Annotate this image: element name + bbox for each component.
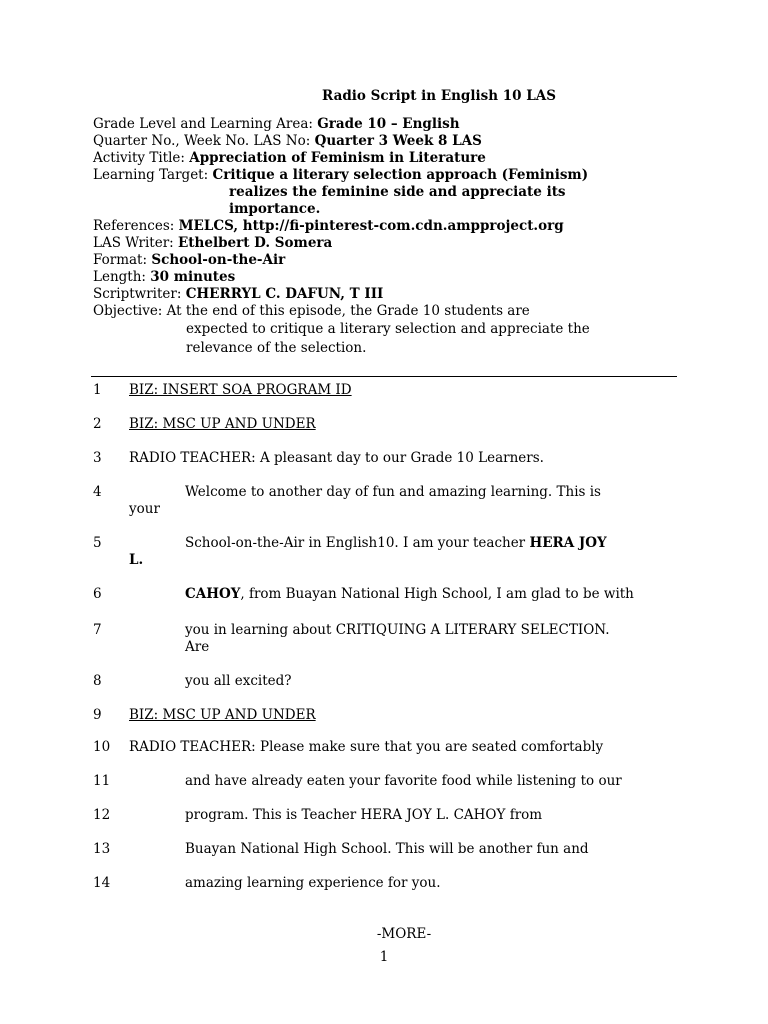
line-number: 11 <box>93 773 111 789</box>
line-number: 1 <box>93 382 102 398</box>
line-text: program. This is Teacher HERA JOY L. CAHOY from <box>185 807 543 823</box>
line-number: 5 <box>93 535 102 551</box>
line-number: 14 <box>93 875 111 891</box>
line-text: BIZ: MSC UP AND UNDER <box>129 707 316 723</box>
line-text-wrap: Are <box>185 639 210 655</box>
line-text: and have already eaten your favorite food while listening to our <box>185 773 622 789</box>
horizontal-divider <box>91 376 677 377</box>
line-text-wrap: your <box>129 501 160 517</box>
line-text-wrap: L. <box>129 552 144 568</box>
line-text: School-on-the-Air in English10. I am your teacher HERA JOY <box>185 535 607 551</box>
length-line: Length: 30 minutes <box>93 269 236 285</box>
learning-target-line: Learning Target: Critique a literary selection approach (Feminism) <box>93 167 589 183</box>
line-text: you all excited? <box>185 673 292 689</box>
line-number: 9 <box>93 707 102 723</box>
scriptwriter-line: Scriptwriter: CHERRYL C. DAFUN, T III <box>93 286 384 302</box>
line-text: you in learning about CRITIQUING A LITERARY SELECTION. <box>185 622 610 638</box>
grade-level-line: Grade Level and Learning Area: Grade 10 – English <box>93 116 460 132</box>
line-number: 13 <box>93 841 111 857</box>
quarter-line: Quarter No., Week No. LAS No: Quarter 3 Week 8 LAS <box>93 133 482 149</box>
line-number: 8 <box>93 673 102 689</box>
las-writer-line: LAS Writer: Ethelbert D. Somera <box>93 235 333 251</box>
learning-target-continued: realizes the feminine side and appreciate its <box>229 184 566 200</box>
line-text: BIZ: INSERT SOA PROGRAM ID <box>129 382 352 398</box>
line-number: 3 <box>93 450 102 466</box>
line-text: Buayan National High School. This will be another fun and <box>185 841 589 857</box>
line-text: amazing learning experience for you. <box>185 875 441 891</box>
line-number: 4 <box>93 484 102 500</box>
line-number: 6 <box>93 586 102 602</box>
line-text: CAHOY, from Buayan National High School, I am glad to be with <box>185 586 634 602</box>
objective-line: Objective: At the end of this episode, the Grade 10 students are <box>93 303 530 319</box>
references-line: References: MELCS, http://fi-pinterest-com.cdn.ampproject.org <box>93 218 564 234</box>
line-number: 12 <box>93 807 111 823</box>
line-text: RADIO TEACHER: Please make sure that you are seated comfortably <box>129 739 604 755</box>
line-text: BIZ: MSC UP AND UNDER <box>129 416 316 432</box>
line-number: 10 <box>93 739 111 755</box>
document-title: Radio Script in English 10 LAS <box>322 88 556 104</box>
line-text: RADIO TEACHER: A pleasant day to our Grade 10 Learners. <box>129 450 544 466</box>
format-line: Format: School-on-the-Air <box>93 252 286 268</box>
page-number: 1 <box>379 949 389 965</box>
activity-title-line: Activity Title: Appreciation of Feminism in Literature <box>93 150 486 166</box>
learning-target-continued: importance. <box>229 201 321 217</box>
objective-continued: expected to critique a literary selection and appreciate the <box>186 321 590 337</box>
more-indicator: -MORE- <box>376 926 432 942</box>
line-number: 7 <box>93 622 102 638</box>
script-metadata <box>93 116 683 358</box>
line-number: 2 <box>93 416 102 432</box>
line-text: Welcome to another day of fun and amazing learning. This is <box>185 484 601 500</box>
objective-continued: relevance of the selection. <box>186 340 367 356</box>
